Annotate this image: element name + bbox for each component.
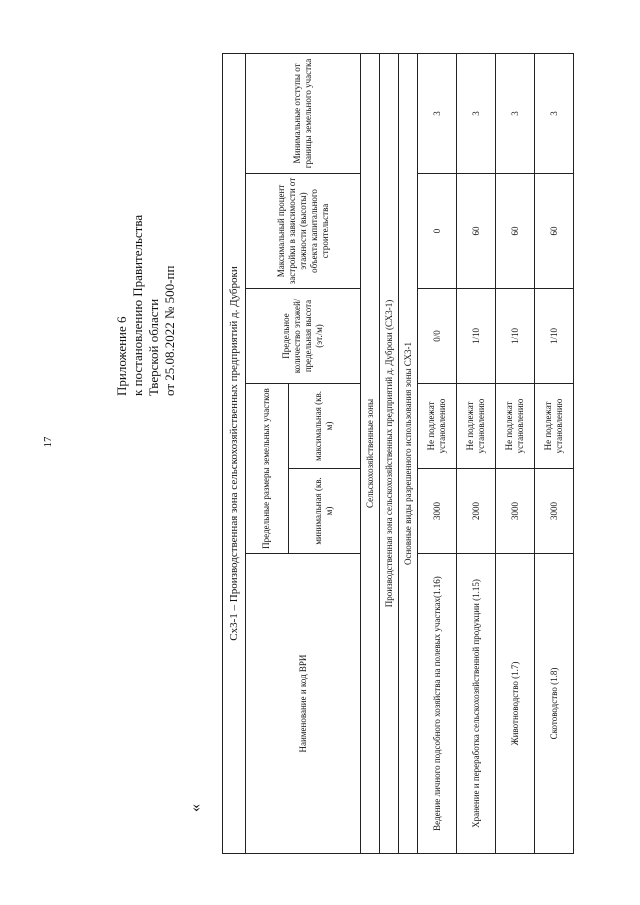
row-percent: 60	[496, 174, 535, 289]
appendix-line-4: от 25.08.2022 № 500-пп	[162, 265, 177, 396]
appendix-line-1: Приложение 6	[114, 316, 129, 396]
quote-mark: «	[187, 804, 204, 812]
row-max: Не подлежат установлению	[496, 384, 535, 469]
row-min: 3000	[496, 469, 535, 554]
row-max: Не подлежат установлению	[418, 384, 457, 469]
row-floors: 0/0	[418, 289, 457, 384]
header-name: Наименование и код ВРИ	[246, 554, 361, 854]
section-agri-zones: Сельскохозяйственные зоны	[361, 53, 380, 853]
header-setbacks: Минимальные отступы от границы земельного участка	[246, 53, 361, 173]
header-max: максимальная (кв. м)	[288, 384, 360, 469]
row-percent: 60	[457, 174, 496, 289]
section-zone-name: Производственная зона сельскохозяйственных предприятий д. Дуброки (СХ3-1)	[380, 53, 399, 853]
row-max: Не подлежат установлению	[535, 384, 574, 469]
row-percent: 0	[418, 174, 457, 289]
row-min: 2000	[457, 469, 496, 554]
header-plot-sizes: Предельные размеры земельных участков	[246, 384, 289, 554]
row-min: 3000	[535, 469, 574, 554]
appendix-block	[114, 146, 196, 396]
row-setback: 3	[457, 53, 496, 173]
row-setback: 3	[535, 53, 574, 173]
row-name: Животноводство (1.7)	[496, 554, 535, 854]
page-number: 17	[42, 436, 54, 448]
table-row	[496, 53, 535, 853]
row-name: Ведение личного подсобного хозяйства на полевых участках(1.16)	[418, 554, 457, 854]
row-min: 3000	[418, 469, 457, 554]
zone-table-wrapper	[222, 54, 574, 854]
header-min: минимальная (кв. м)	[288, 469, 360, 554]
appendix-line-3: Тверской области	[146, 298, 161, 396]
appendix-line-2: к постановлению Правительства	[130, 214, 145, 396]
row-percent: 60	[535, 174, 574, 289]
row-floors: 1/10	[457, 289, 496, 384]
table-row	[418, 53, 457, 853]
table-row	[535, 53, 574, 853]
header-floors: Предельное количество этажей/ предельная высота (эт./м)	[246, 289, 361, 384]
row-floors: 1/10	[496, 289, 535, 384]
row-setback: 3	[496, 53, 535, 173]
row-name: Скотоводство (1.8)	[535, 554, 574, 854]
row-floors: 1/10	[535, 289, 574, 384]
section-main-uses: Основные виды разрешенного использования зоны СХ3-1	[399, 53, 418, 853]
zone-table	[222, 53, 574, 854]
table-row	[457, 53, 496, 853]
header-build-percent: Максимальный процент застройки в зависимости от этажности (высоты) объекта капитального строительства	[246, 174, 361, 289]
row-setback: 3	[418, 53, 457, 173]
row-name: Хранение и переработка сельскохозяйственной продукции (1.15)	[457, 554, 496, 854]
table-title: Сх3-1 – Производственная зона сельскохозяйственных предприятий д. Дуброки	[223, 53, 246, 853]
row-max: Не подлежат установлению	[457, 384, 496, 469]
